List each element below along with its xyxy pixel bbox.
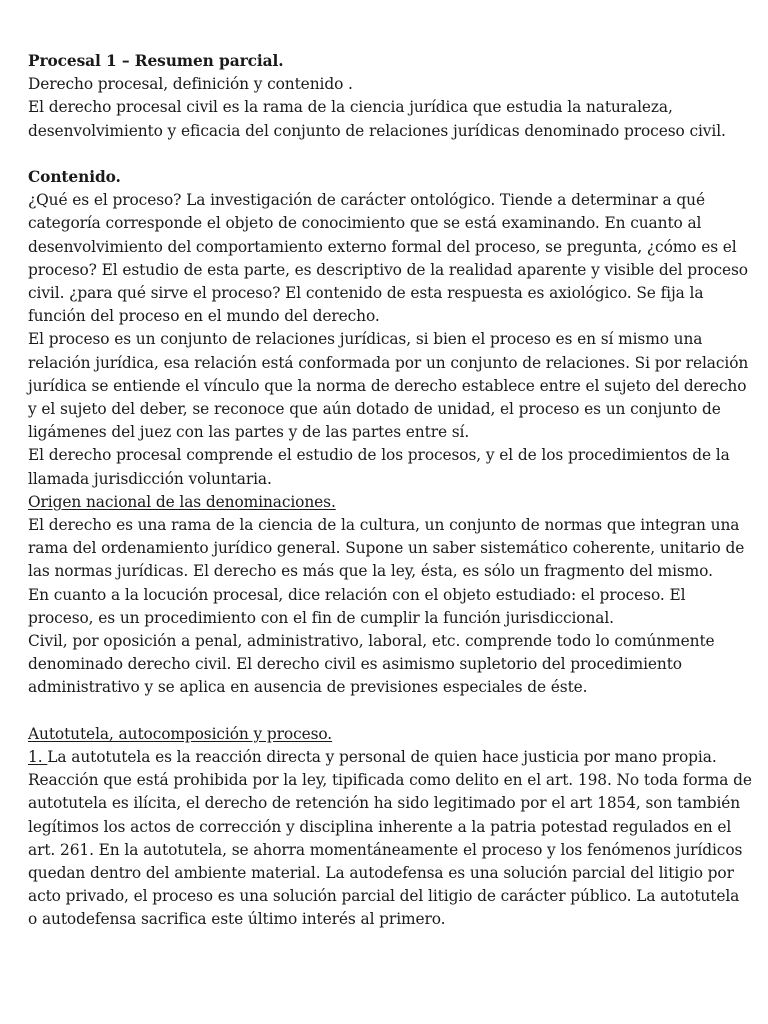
section-subtitle: Derecho procesal, definición y contenido . (28, 75, 353, 94)
paragraph-line: y el sujeto del deber, se reconoce que aún dotado de unidad, el proceso es un conjunto de (28, 400, 721, 419)
blank-line (28, 700, 758, 723)
document-title: Procesal 1 – Resumen parcial. (28, 52, 284, 70)
paragraph-line: El proceso es un conjunto de relaciones jurídicas, si bien el proceso es en sí mismo una (28, 330, 703, 349)
paragraph-line: denominado derecho civil. El derecho civil es asimismo supletorio del procedimiento (28, 655, 682, 674)
blank-line (28, 143, 758, 166)
paragraph-line: acto privado, el proceso es una solución parcial del litigio de carácter público. La autotutela (28, 887, 740, 906)
contenido-heading: Contenido. (28, 168, 121, 186)
paragraph-line: rama del ordenamiento jurídico general. Supone un saber sistemático coherente, unitario de (28, 539, 745, 558)
paragraph-line: Civil, por oposición a penal, administrativo, laboral, etc. comprende todo lo comúnmente (28, 632, 715, 651)
paragraph-line: El derecho es una rama de la ciencia de la cultura, un conjunto de normas que integran una (28, 516, 740, 535)
paragraph-line: proceso, es un procedimiento con el fin de cumplir la función jurisdiccional. (28, 608, 614, 627)
paragraph-line: Reacción que está prohibida por la ley, tipificada como delito en el art. 198. No toda forma de (28, 771, 752, 790)
paragraph-line: ¿Qué es el proceso? La investigación de carácter ontológico. Tiende a determinar a qué (28, 191, 705, 210)
paragraph-line: relación jurídica, esa relación está conformada por un conjunto de relaciones. Si por relación (28, 353, 749, 372)
paragraph-line: o autodefensa sacrifica este último interés al primero. (28, 910, 446, 929)
paragraph-line: quedan dentro del ambiente material. La autodefensa es una solución parcial del litigio por (28, 864, 734, 883)
paragraph-line: jurídica se entiende el vínculo que la norma de derecho establece entre el sujeto del derecho (28, 376, 747, 395)
paragraph-line: administrativo y se aplica en ausencia de previsiones especiales de éste. (28, 678, 588, 697)
paragraph-line: función del proceso en el mundo del derecho. (28, 307, 380, 326)
paragraph-line: ligámenes del juez con las partes y de las partes entre sí. (28, 423, 470, 442)
autotutela-first-line (28, 746, 758, 769)
paragraph-text: La autotutela es la reacción directa y personal de quien hace justicia por mano propia. (47, 748, 717, 767)
paragraph-line: art. 261. En la autotutela, se ahorra momentáneamente el proceso y los fenómenos jurídicos (28, 840, 743, 859)
paragraph-line: llamada jurisdicción voluntaria. (28, 469, 272, 488)
paragraph-line: El derecho procesal comprende el estudio de los procesos, y el de los procedimientos de la (28, 446, 730, 465)
paragraph-line: categoría corresponde el objeto de conocimiento que se está examinando. En cuanto al (28, 214, 702, 233)
autotutela-heading: Autotutela, autocomposición y proceso. (28, 724, 333, 743)
paragraph-line: El derecho procesal civil es la rama de la ciencia jurídica que estudia la naturaleza, (28, 98, 673, 117)
list-number: 1. (28, 748, 48, 767)
paragraph-line: desenvolvimiento y eficacia del conjunto de relaciones jurídicas denominado proceso civil. (28, 121, 726, 140)
paragraph-line: proceso? El estudio de esta parte, es descriptivo de la realidad aparente y visible del proceso (28, 260, 748, 279)
paragraph-line: autotutela es ilícita, el derecho de retención ha sido legitimado por el art 1854, son también (28, 794, 741, 813)
origen-heading: Origen nacional de las denominaciones. (28, 492, 336, 511)
document-page (28, 50, 758, 932)
paragraph-line: civil. ¿para qué sirve el proceso? El contenido de esta respuesta es axiológico. Se fija la (28, 284, 704, 303)
paragraph-line: las normas jurídicas. El derecho es más que la ley, ésta, es sólo un fragmento del mismo. (28, 562, 713, 581)
paragraph-line: legítimos los actos de corrección y disciplina inherente a la patria potestad regulados en el (28, 817, 732, 836)
paragraph-line: En cuanto a la locución procesal, dice relación con el objeto estudiado: el proceso. El (28, 585, 686, 604)
paragraph-line: desenvolvimiento del comportamiento externo formal del proceso, se pregunta, ¿cómo es el (28, 237, 737, 256)
